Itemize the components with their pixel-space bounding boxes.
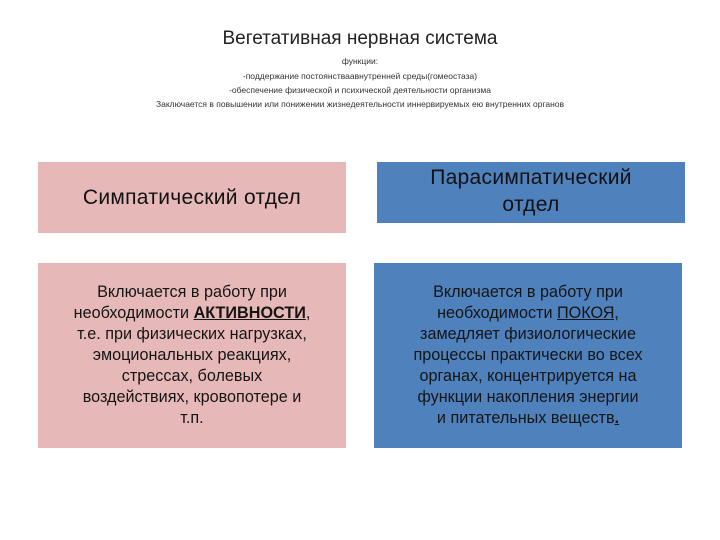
function-line-1: -поддержание постоянстваавнутренней среды(гомеостаза) bbox=[242, 71, 478, 81]
sympathetic-header: Симпатический отдел bbox=[82, 186, 302, 209]
sympathetic-header-box bbox=[38, 162, 346, 233]
sympathetic-description: Включается в работу при необходимости АКТИВНОСТИ, т.е. при физических нагрузках, эмоциональных реакциях, стрессах, болевых воздействиях, кровопотере и т.п. bbox=[73, 283, 311, 427]
parasympathetic-description: Включается в работу при необходимости ПОКОЯ, замедляет физиологические процессы практически во всех органах, концентрируется на функции накопления энергии и питательных веществ. bbox=[413, 283, 643, 427]
sympathetic-body-box bbox=[38, 263, 346, 448]
slide-title: Вегетативная нервная система bbox=[222, 28, 498, 49]
parasympathetic-header-box bbox=[377, 162, 685, 223]
functions-label: функции: bbox=[341, 56, 379, 66]
parasympathetic-body-box bbox=[374, 263, 682, 448]
function-line-3: Заключается в повышении или понижении жизнедеятельности иннервируемых ею внутренних органов bbox=[155, 99, 565, 109]
function-line-2: -обеспечение физической и психической деятельности организма bbox=[229, 85, 491, 95]
activity-keyword: АКТИВНОСТИ bbox=[193, 304, 306, 322]
rest-keyword: ПОКОЯ, bbox=[557, 304, 619, 322]
parasympathetic-header: Парасимпатический отдел bbox=[430, 165, 632, 216]
